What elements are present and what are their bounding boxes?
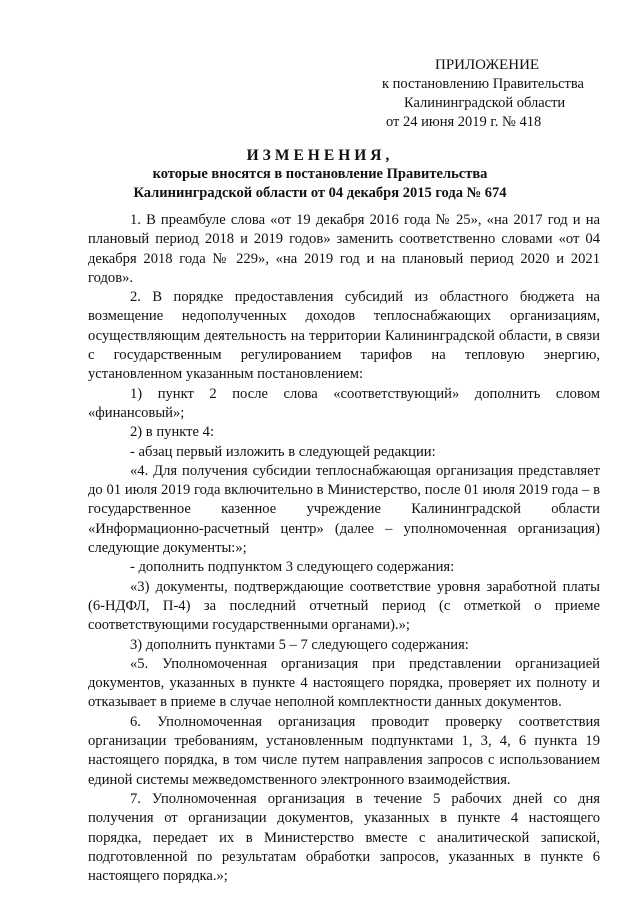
paragraph: - дополнить подпунктом 3 следующего содержания: xyxy=(130,559,455,576)
paragraph: 3) дополнить пунктами 5 – 7 следующего содержания: xyxy=(130,636,469,653)
document-body xyxy=(88,211,600,886)
heading-subtitle-line: которые вносятся в постановление Правительства xyxy=(152,166,488,182)
paragraph: 6. Уполномоченная организация проводит проверку соответствия организации требованиям, установленным подпунктами 1, 3, 4, 6 пункта 19 настоящего порядка, в том числе путем направления запросов с использованием единой системы межведомственного электронного взаимодействия. xyxy=(88,713,600,788)
paragraph: «4. Для получения субсидии теплоснабжающая организация представляет до 01 июля 2019 года включительно в Министерство, после 01 июля 2019 года – в государственное казенное учреждение Калининградской области «Информационно-расчетный центр» (далее – уполномоченная организация) следующие документы:»; xyxy=(88,462,600,557)
paragraph: «5. Уполномоченная организация при представлении организацией документов, указанных в пункте 4 настоящего порядка, проверяет их полноту и отказывает в приеме в случае неполной комплектности данных документов. xyxy=(88,655,600,711)
appendix-date-number: от 24 июня 2019 г. № 418 xyxy=(386,114,542,130)
paragraph: 2. В порядке предоставления субсидий из областного бюджета на возмещение недополученных доходов теплоснабжающих организациям, осуществляющим деятельность на территории Калининградской области, в связи с государственным регулированием тарифов на тепловую энергию, установленном указанным постановлением: xyxy=(88,289,600,383)
appendix-line: к постановлению Правительства xyxy=(382,76,584,92)
appendix-header xyxy=(372,56,612,132)
heading-subtitle-line: Калининградской области от 04 декабря 2015 года № 674 xyxy=(133,185,507,201)
heading-title: ИЗМЕНЕНИЯ, xyxy=(246,147,394,164)
appendix-line: Калининградской области xyxy=(404,95,566,111)
appendix-title: ПРИЛОЖЕНИЕ xyxy=(435,57,540,73)
document-heading xyxy=(60,146,580,203)
paragraph: 7. Уполномоченная организация в течение 5 рабочих дней со дня получения от организации документов, указанных в пункте 4 настоящего порядка, передает их в Министерство вместе с аналитической запиской, подготовленной по результатам обработки запросов, указанных в пункте 6 настоящего порядка.»; xyxy=(88,790,600,885)
paragraph: 1. В преамбуле слова «от 19 декабря 2016 года № 25», «на 2017 год и на плановый период 2018 и 2019 годов» заменить соответственно словами «от 04 декабря 2018 года № 229», «на 2019 год и на плановый период 2020 и 2021 годов». xyxy=(88,212,600,286)
paragraph: 1) пункт 2 после слова «соответствующий» дополнить словом «финансовый»; xyxy=(88,385,600,421)
paragraph: 2) в пункте 4: xyxy=(130,424,215,441)
paragraph: «3) документы, подтверждающие соответствие уровня заработной платы (6-НДФЛ, П-4) за последний отчетный период (с отметкой о приеме соответствующими государственными органами).»; xyxy=(88,578,600,634)
paragraph: - абзац первый изложить в следующей редакции: xyxy=(130,443,436,460)
